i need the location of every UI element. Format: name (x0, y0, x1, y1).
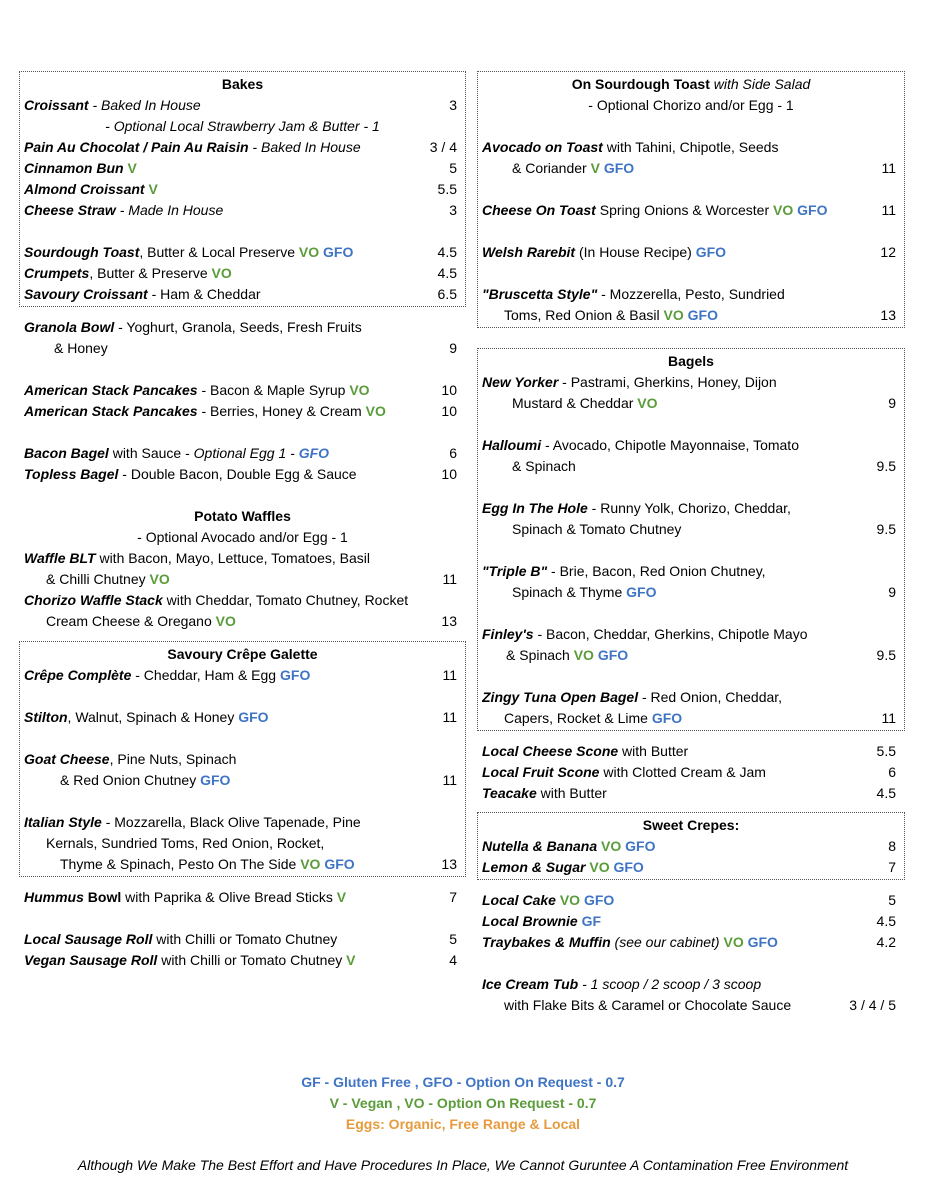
toast-section (477, 71, 905, 328)
item-name: Traybakes & Muffin (482, 934, 611, 950)
item-name: Lemon & Sugar (482, 859, 586, 875)
vegan-tag: V (590, 160, 600, 176)
item-price: 6 (449, 445, 457, 461)
item-desc: , Butter & Local Preserve (139, 244, 295, 260)
menu-item-granola-line2 (24, 338, 461, 359)
sweet-crepes-section (477, 812, 905, 880)
menu-item-cheese-straw (24, 200, 461, 221)
item-price: 11 (881, 160, 896, 176)
item-desc: - Bacon & Maple Syrup (197, 382, 346, 398)
item-name: Cinnamon Bun (24, 160, 124, 176)
item-desc: (In House Recipe) (575, 244, 692, 260)
menu-item-new-yorker-line2 (482, 393, 900, 414)
item-desc: Kernals, Sundried Toms, Red Onion, Rocket, (46, 835, 325, 851)
toast-title-text: On Sourdough Toast (571, 76, 710, 92)
menu-item-cinnamon (24, 158, 461, 179)
toast-title-suffix: with Side Salad (713, 76, 811, 92)
item-name: Chorizo Waffle Stack (24, 592, 163, 608)
item-name: Ice Cream Tub (482, 976, 579, 992)
waffles-title: Potato Waffles (194, 508, 291, 524)
item-desc: - Ham & Cheddar (147, 286, 261, 302)
vegan-option-tag: VO (723, 934, 744, 950)
item-desc: with Chilli or Tomato Chutney (157, 952, 343, 968)
scone-items (477, 731, 905, 804)
gluten-free-option-tag: GFO (238, 709, 269, 725)
item-price: 3 (449, 202, 457, 218)
item-desc: - Cheddar, Ham & Egg (131, 667, 277, 683)
menu-item-zingy-tuna (482, 687, 900, 708)
item-desc: Mustard & Cheddar (512, 395, 634, 411)
item-desc: & Coriander (512, 160, 587, 176)
item-name: Finley's (482, 626, 534, 642)
item-desc: Spring Onions & Worcester (595, 202, 770, 218)
gluten-free-option-tag: GFO (613, 859, 644, 875)
item-name: Local Cake (482, 892, 556, 908)
item-name: Nutella & Banana (482, 838, 598, 854)
item-desc: & Spinach (506, 647, 570, 663)
item-name: Welsh Rarebit (482, 244, 576, 260)
menu-item-cheese-toast (482, 200, 900, 221)
item-price: 5 (449, 160, 457, 176)
menu-item-avocado-toast (482, 137, 900, 158)
item-desc: & Honey (54, 340, 108, 356)
item-name: Cheese On Toast (482, 202, 596, 218)
item-price: 4.2 (876, 934, 896, 950)
menu-item-granola (24, 317, 461, 338)
item-name-2: Bowl (87, 889, 122, 905)
vegan-option-tag: VO (211, 265, 232, 281)
item-name: Crumpets (24, 265, 90, 281)
item-desc: Capers, Rocket & Lime (504, 710, 648, 726)
item-desc: - Berries, Honey & Cream (197, 403, 362, 419)
item-desc: - Double Bacon, Double Egg & Sauce (118, 466, 357, 482)
menu-item-triple-b (482, 561, 900, 582)
item-desc: with Sauce - (108, 445, 194, 461)
item-desc: - 1 scoop / 2 scoop / 3 scoop (578, 976, 762, 992)
item-desc: , Butter & Preserve (89, 265, 208, 281)
item-price: 7 (888, 859, 896, 875)
vegan-option-tag: VO (601, 838, 622, 854)
menu-item-halloumi-line2 (482, 456, 900, 477)
crepe-title: Savoury Crêpe Galette (167, 646, 318, 662)
item-name: Avocado on Toast (482, 139, 603, 155)
vegan-option-tag: VO (573, 647, 594, 663)
item-name: Granola Bowl (24, 319, 115, 335)
item-price: 10 (441, 466, 457, 482)
item-sep: - (248, 139, 261, 155)
menu-item-egg-in-hole (482, 498, 900, 519)
allergen-disclaimer: Although We Make The Best Effort and Have Procedures In Place, We Cannot Guruntee A Contamination Free Environment (77, 1157, 849, 1173)
item-name: Halloumi (482, 437, 542, 453)
item-desc: - Bacon, Cheddar, Gherkins, Chipotle Mayo (533, 626, 808, 642)
breakfast-items (19, 307, 466, 632)
vegan-option-tag: VO (215, 613, 236, 629)
menu-item-topless-bagel (24, 464, 461, 485)
item-desc: with Paprika & Olive Bread Sticks (121, 889, 333, 905)
menu-item-vegan-sausage-roll (24, 950, 461, 971)
vegan-option-tag: VO (773, 202, 794, 218)
menu-item-croissant (24, 95, 461, 116)
waffles-option (24, 527, 461, 548)
menu-item-local-brownie (482, 911, 900, 932)
item-price: 13 (441, 613, 457, 629)
item-name: Italian Style (24, 814, 102, 830)
menu-item-lemon-sugar (482, 857, 900, 878)
item-desc: with Cheddar, Tomato Chutney, Rocket (162, 592, 409, 608)
item-price: 8 (888, 838, 896, 854)
vegan-tag: V (346, 952, 356, 968)
menu-item-traybakes (482, 932, 900, 953)
menu-item-chorizo-waffle-line2 (24, 611, 461, 632)
item-name: American Stack Pancakes (24, 382, 198, 398)
item-name: Crêpe Complète (24, 667, 132, 683)
item-name: Local Sausage Roll (24, 931, 153, 947)
gluten-free-option-tag: GFO (625, 838, 656, 854)
item-option: Optional Egg 1 - (193, 445, 299, 461)
item-price: 4.5 (876, 913, 896, 929)
item-name: Sourdough Toast (24, 244, 140, 260)
right-column (477, 71, 905, 1016)
toast-title (482, 74, 900, 95)
item-price: 11 (881, 710, 896, 726)
menu-item-waffle-blt (24, 548, 461, 569)
gluten-free-option-tag: GFO (324, 856, 355, 872)
item-name: "Triple B" (482, 563, 548, 579)
gluten-free-option-tag: GFO (695, 244, 727, 260)
item-name: Cheese Straw (24, 202, 116, 218)
menu-item-italian-line3 (24, 854, 461, 875)
item-desc: - Runny Yolk, Chorizo, Cheddar, (587, 500, 791, 516)
menu-item-pancakes-bacon (24, 380, 461, 401)
option-text: - Optional Avocado and/or Egg - 1 (137, 529, 348, 545)
bagels-title: Bagels (668, 353, 714, 369)
menu-item-crepe-complete (24, 665, 461, 686)
item-price: 11 (881, 202, 896, 218)
item-desc: with Butter (618, 743, 689, 759)
item-price: 7 (449, 889, 457, 905)
item-desc: with Flake Bits & Caramel or Chocolate Sauce (504, 997, 792, 1013)
item-desc: with Butter (536, 785, 607, 801)
item-sep: - (88, 97, 102, 113)
item-name: Zingy Tuna Open Bagel (482, 689, 639, 705)
item-name: Local Cheese Scone (482, 743, 619, 759)
item-price: 10 (441, 403, 457, 419)
menu-item-pancakes-berries (24, 401, 461, 422)
menu-item-crumpets (24, 263, 461, 284)
item-name: Bacon Bagel (24, 445, 109, 461)
legend-gluten: GF - Gluten Free , GFO - Option On Request - 0.7 (301, 1074, 625, 1090)
left-column (19, 71, 466, 971)
bakes-section (19, 71, 466, 307)
item-price: 5 (888, 892, 896, 908)
gluten-free-option-tag: GFO (583, 892, 615, 908)
item-price: 5 (449, 931, 457, 947)
menu-item-goat-cheese (24, 749, 461, 770)
gluten-free-option-tag: GFO (280, 667, 311, 683)
menu-item-sourdough (24, 242, 461, 263)
menu-item-new-yorker (482, 372, 900, 393)
vegan-tag: V (148, 181, 158, 197)
item-desc: with Bacon, Mayo, Lettuce, Tomatoes, Basil (95, 550, 370, 566)
vegan-option-tag: VO (663, 307, 684, 323)
item-price: 4.5 (437, 244, 457, 260)
item-price: 12 (880, 244, 896, 260)
item-desc: - Avocado, Chipotle Mayonnaise, Tomato (541, 437, 799, 453)
item-price: 4.5 (437, 265, 457, 281)
item-price: 11 (442, 571, 457, 587)
gluten-free-option-tag: GFO (651, 710, 683, 726)
menu-item-goat-cheese-line2 (24, 770, 461, 791)
item-price: 5.5 (437, 181, 457, 197)
croissant-option (24, 116, 461, 137)
item-desc: Thyme & Spinach, Pesto On The Side (60, 856, 297, 872)
gluten-free-tag: GF (581, 913, 602, 929)
vegan-option-tag: VO (637, 395, 658, 411)
item-price: 13 (441, 856, 457, 872)
item-desc: & Spinach (512, 458, 576, 474)
menu-item-egg-in-hole-line2 (482, 519, 900, 540)
item-price: 6.5 (437, 286, 457, 302)
vegan-option-tag: VO (559, 892, 581, 908)
menu-item-stilton (24, 707, 461, 728)
item-desc: Baked In House (261, 139, 361, 155)
vegan-option-tag: VO (589, 859, 610, 875)
menu-item-bruscetta-line2 (482, 305, 900, 326)
menu-item-chorizo-waffle (24, 590, 461, 611)
item-name: "Bruscetta Style" (482, 286, 598, 302)
item-price: 11 (442, 772, 457, 788)
item-price: 11 (442, 709, 457, 725)
legend-eggs: Eggs: Organic, Free Range & Local (345, 1116, 581, 1132)
item-price: 9 (449, 340, 457, 356)
menu-item-welsh-rarebit (482, 242, 900, 263)
menu-item-nutella (482, 836, 900, 857)
item-price: 9 (888, 395, 896, 411)
item-desc: Toms, Red Onion & Basil (504, 307, 660, 323)
vegan-tag: V (127, 160, 137, 176)
item-price: 4 (449, 952, 457, 968)
item-desc: Made In House (128, 202, 224, 218)
item-name: Teacake (482, 785, 537, 801)
menu-item-italian-line2 (24, 833, 461, 854)
item-price: 9.5 (876, 458, 896, 474)
item-name: Local Brownie (482, 913, 578, 929)
gluten-free-option-tag: GFO (597, 647, 629, 663)
item-price: 11 (442, 667, 457, 683)
item-price: 9 (888, 584, 896, 600)
option-text: - Optional Chorizo and/or Egg - 1 (588, 97, 794, 113)
crepe-section (19, 641, 466, 877)
menu-item-pain (24, 137, 461, 158)
option-text: - Optional Local Strawberry Jam & Butter - 1 (105, 118, 380, 134)
item-desc: & Chilli Chutney (46, 571, 146, 587)
item-desc: Cream Cheese & Oregano (46, 613, 212, 629)
menu-item-waffle-blt-line2 (24, 569, 461, 590)
vegan-option-tag: VO (149, 571, 170, 587)
lunch-items (19, 877, 466, 971)
item-desc: - Pastrami, Gherkins, Honey, Dijon (558, 374, 777, 390)
vegan-option-tag: VO (298, 244, 320, 260)
item-sep: - (115, 202, 129, 218)
item-desc: Spinach & Tomato Chutney (512, 521, 682, 537)
item-desc: - Brie, Bacon, Red Onion Chutney, (547, 563, 766, 579)
item-price: 10 (441, 382, 457, 398)
menu-item-triple-b-line2 (482, 582, 900, 603)
item-name: Pain Au Chocolat / Pain Au Raisin (24, 139, 249, 155)
menu-item-zingy-tuna-line2 (482, 708, 900, 729)
menu-item-fruit-scone (482, 762, 900, 783)
menu-item-finleys-line2 (482, 645, 900, 666)
legend-vegan: V - Vegan , VO - Option On Request - 0.7 (329, 1095, 597, 1111)
gluten-free-option-tag: GFO (626, 584, 657, 600)
menu-item-hummus (24, 887, 461, 908)
item-name: Almond Croissant (24, 181, 145, 197)
menu-item-bruscetta (482, 284, 900, 305)
toast-option (482, 95, 900, 116)
dietary-legend (0, 1072, 926, 1135)
menu-item-ice-cream-line2 (482, 995, 900, 1016)
gluten-free-option-tag: GFO (200, 772, 231, 788)
item-desc: (see our cabinet) (610, 934, 720, 950)
bakes-title: Bakes (221, 76, 264, 92)
menu-item-finleys (482, 624, 900, 645)
menu-item-halloumi (482, 435, 900, 456)
menu-item-teacake (482, 783, 900, 804)
item-price: 9.5 (876, 647, 896, 663)
item-name: Egg In The Hole (482, 500, 588, 516)
item-name: Local Fruit Scone (482, 764, 600, 780)
item-desc: - Mozzerella, Pesto, Sundried (597, 286, 785, 302)
item-price: 6 (888, 764, 896, 780)
item-price: 5.5 (876, 743, 896, 759)
menu-item-cheese-scone (482, 741, 900, 762)
item-name: Waffle BLT (24, 550, 96, 566)
gluten-free-option-tag: GFO (603, 160, 635, 176)
item-price: 13 (880, 307, 896, 323)
gluten-free-option-tag: GFO (797, 202, 828, 218)
item-name: Stilton (24, 709, 68, 725)
menu-item-sausage-roll (24, 929, 461, 950)
menu-item-savoury-croissant (24, 284, 461, 305)
item-desc: with Clotted Cream & Jam (599, 764, 766, 780)
item-price: 3 / 4 / 5 (849, 997, 896, 1013)
item-price: 3 (449, 97, 457, 113)
vegan-tag: V (336, 889, 347, 905)
menu-item-avocado-toast-line2 (482, 158, 900, 179)
menu-item-almond (24, 179, 461, 200)
item-desc: & Red Onion Chutney (60, 772, 197, 788)
menu-item-bacon-bagel (24, 443, 461, 464)
vegan-option-tag: VO (349, 382, 370, 398)
item-name: American Stack Pancakes (24, 403, 198, 419)
item-desc: , Pine Nuts, Spinach (109, 751, 237, 767)
item-desc: - Red Onion, Cheddar, (638, 689, 783, 705)
menu-item-italian (24, 812, 461, 833)
item-name: Croissant (24, 97, 89, 113)
item-name: Vegan Sausage Roll (24, 952, 158, 968)
item-desc: with Chilli or Tomato Chutney (152, 931, 338, 947)
vegan-option-tag: VO (365, 403, 386, 419)
vegan-option-tag: VO (300, 856, 321, 872)
item-desc: - Yoghurt, Granola, Seeds, Fresh Fruits (114, 319, 362, 335)
item-name: Goat Cheese (24, 751, 110, 767)
bagels-section (477, 348, 905, 731)
item-price: 9.5 (876, 521, 896, 537)
item-name: Savoury Croissant (24, 286, 148, 302)
menu-item-ice-cream (482, 974, 900, 995)
item-desc: - Mozzarella, Black Olive Tapenade, Pine (101, 814, 361, 830)
sweet-crepes-title: Sweet Crepes: (642, 817, 740, 833)
item-price: 3 / 4 (429, 139, 457, 155)
item-desc: Baked In House (101, 97, 201, 113)
item-desc: , Walnut, Spinach & Honey (67, 709, 235, 725)
gluten-free-option-tag: GFO (747, 934, 778, 950)
item-desc: Spinach & Thyme (512, 584, 623, 600)
item-name: Hummus (24, 889, 84, 905)
item-name: Topless Bagel (24, 466, 119, 482)
gluten-free-option-tag: GFO (298, 445, 330, 461)
gluten-free-option-tag: GFO (687, 307, 718, 323)
sweet-items (477, 880, 905, 1016)
item-name: New Yorker (482, 374, 559, 390)
gluten-free-option-tag: GFO (323, 244, 354, 260)
item-desc: with Tahini, Chipotle, Seeds (602, 139, 779, 155)
item-price: 4.5 (876, 785, 896, 801)
menu-item-local-cake (482, 890, 900, 911)
